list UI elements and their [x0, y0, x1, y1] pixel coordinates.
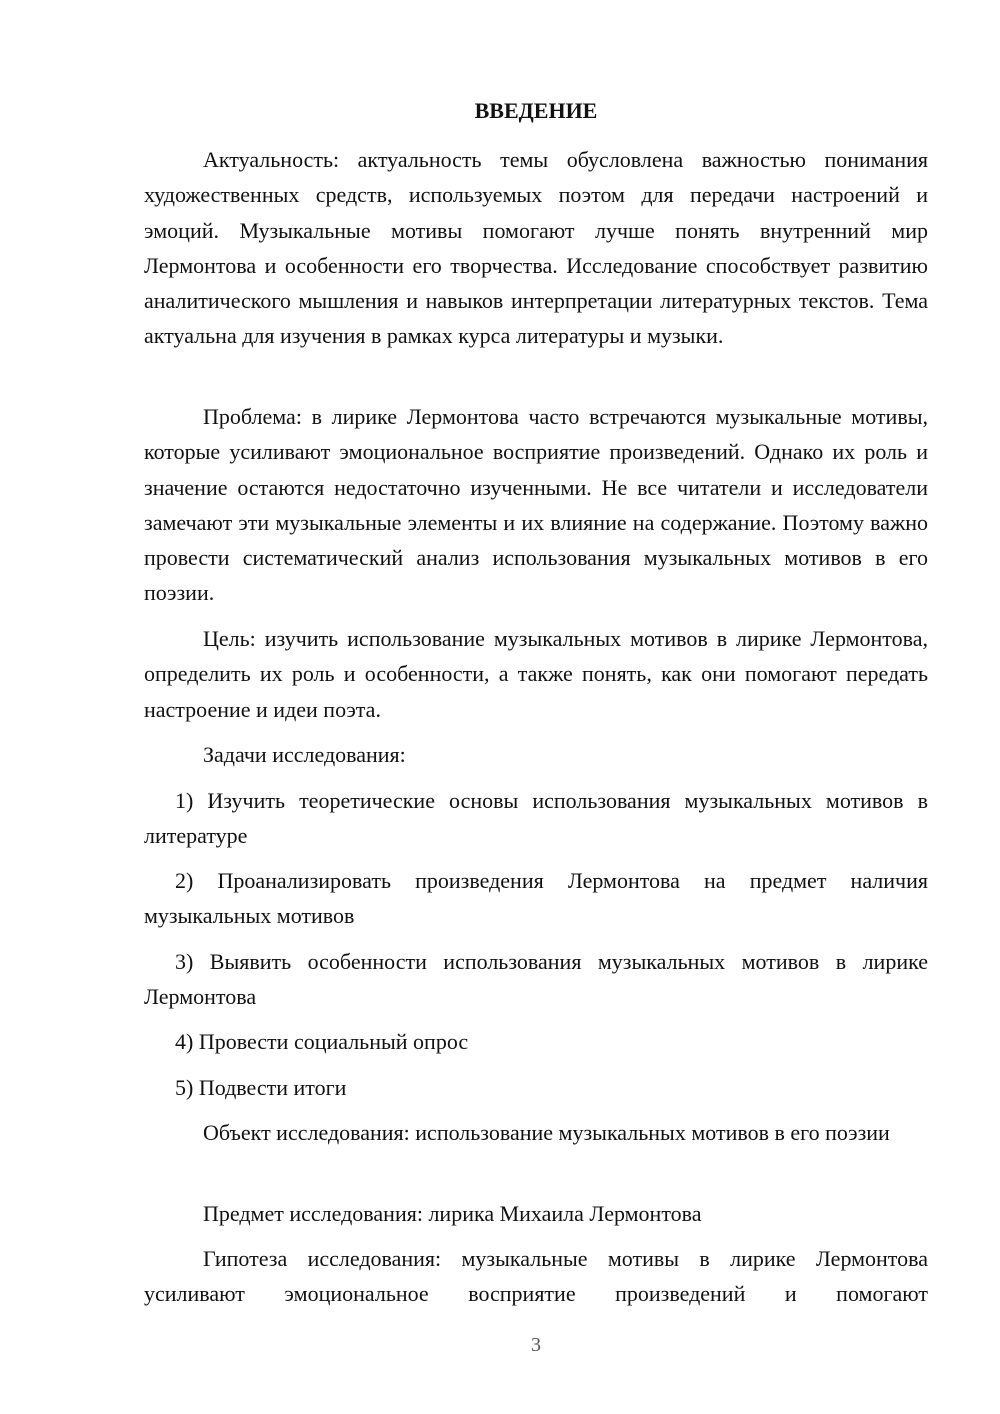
paragraph-object: Объект исследования: использование музыкальных мотивов в его поэзии [203, 1120, 890, 1145]
paragraph-subject: Предмет исследования: лирика Михаила Лермонтова [203, 1201, 702, 1226]
page-number: 3 [531, 1334, 541, 1356]
paragraph-hypothesis: Гипотеза исследования: музыкальные мотивы в лирике Лермонтова усиливают эмоциональное восприятие произведений и помогают [144, 1246, 928, 1307]
document-page [144, 0, 928, 1414]
paragraph-tasks-heading: Задачи исследования: [203, 742, 406, 767]
paragraph-relevance: Актуальность: актуальность темы обусловлена важностью понимания художественных средств, используемых поэтом для передачи настроений и эмоций. Музыкальные мотивы помогают лучше понять внутренний мир Лермонтова и особенности его творчества. Исследование способствует развитию аналитического мышления и навыков интерпретации литературных текстов. Тема актуальна для изучения в рамках курса литературы и музыки. [144, 147, 928, 349]
task-item-3: 3) Выявить особенности использования музыкальных мотивов в лирике Лермонтова [144, 949, 928, 1010]
task-item-4: 4) Провести социальный опрос [175, 1029, 469, 1054]
section-heading: ВВЕДЕНИЕ [474, 98, 598, 123]
task-item-2: 2) Проанализировать произведения Лермонтова на предмет наличия музыкальных мотивов [144, 868, 928, 929]
task-item-5: 5) Подвести итоги [175, 1075, 347, 1100]
paragraph-goal: Цель: изучить использование музыкальных мотивов в лирике Лермонтова, определить их роль и особенности, а также понять, как они помогают передать настроение и идеи поэта. [144, 626, 928, 722]
task-item-1: 1) Изучить теоретические основы использования музыкальных мотивов в литературе [144, 788, 928, 849]
paragraph-problem: Проблема: в лирике Лермонтова часто встречаются музыкальные мотивы, которые усиливают эмоциональное восприятие произведений. Однако их роль и значение остаются недостаточно изученными. Не все читатели и исследователи замечают эти музыкальные элементы и их влияние на содержание. Поэтому важно провести систематический анализ использования музыкальных мотивов в его поэзии. [144, 404, 928, 606]
